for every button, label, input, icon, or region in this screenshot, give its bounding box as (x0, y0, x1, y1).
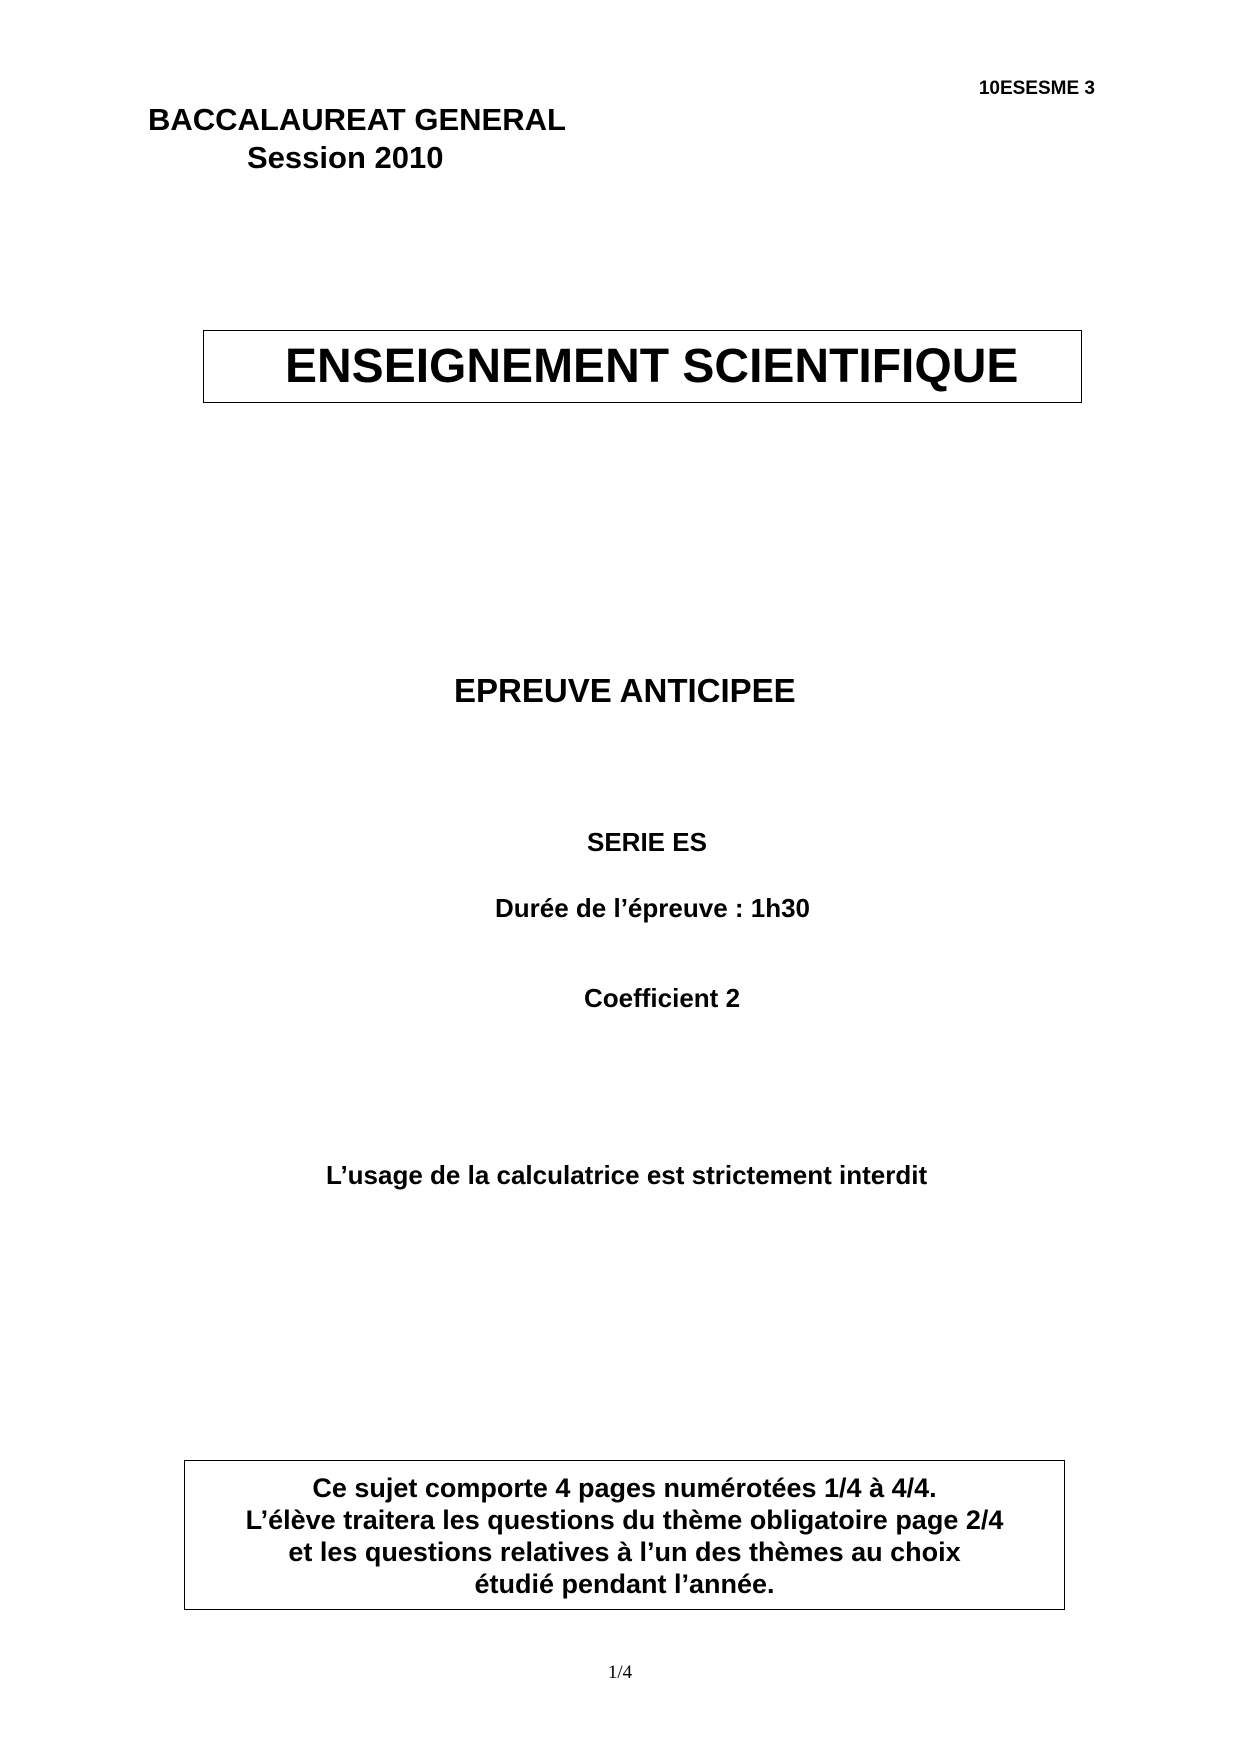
instructions-line: et les questions relatives à l’un des thèmes au choix (288, 1537, 961, 1567)
instructions-line: étudié pendant l’année. (474, 1569, 775, 1599)
document-code: 10ESESME 3 (978, 78, 1095, 99)
calculator-rule: L’usage de la calculatrice est strictement interdit (326, 1160, 928, 1190)
session-label: Session 2010 (247, 140, 444, 175)
subject-title-box (203, 330, 1082, 403)
exam-name: BACCALAUREAT GENERAL (148, 102, 566, 137)
instructions-line: L’élève traitera les questions du thème obligatoire page 2/4 (245, 1505, 1004, 1535)
serie-label: SERIE ES (587, 827, 707, 857)
subject-title: ENSEIGNEMENT SCIENTIFIQUE (285, 340, 1019, 393)
page-number: 1/4 (607, 1662, 633, 1683)
instructions-line: Ce sujet comporte 4 pages numérotées 1/4 à 4/4. (312, 1473, 937, 1503)
duration-label: Durée de l’épreuve : 1h30 (495, 893, 811, 923)
exam-type: EPREUVE ANTICIPEE (454, 672, 796, 709)
instructions-box (184, 1460, 1065, 1610)
coefficient-label: Coefficient 2 (584, 983, 741, 1013)
